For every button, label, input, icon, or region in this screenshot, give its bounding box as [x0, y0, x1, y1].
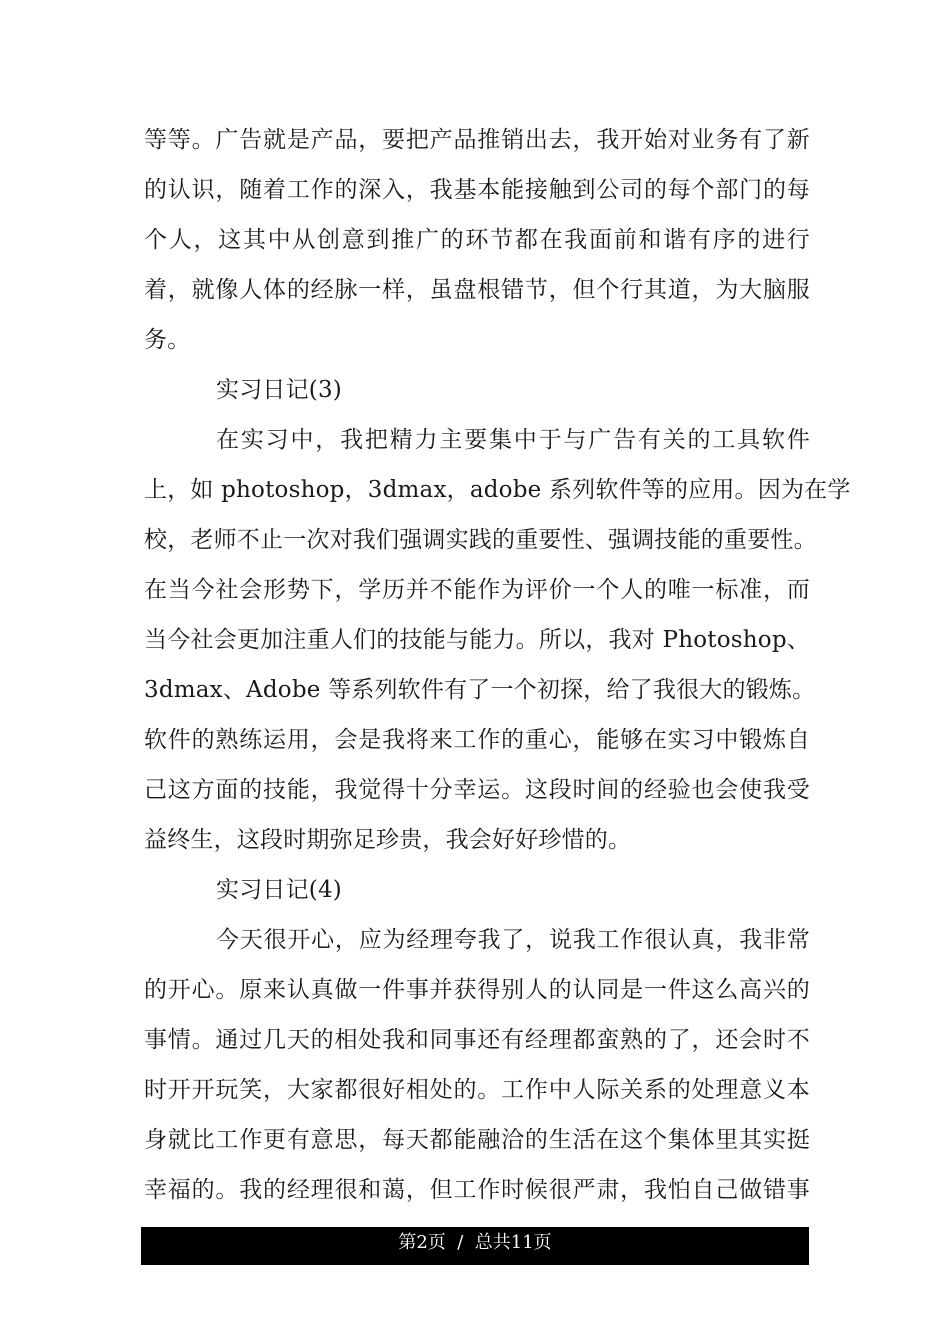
document-body: [144, 115, 851, 1215]
text-line-22: 幸福的。我的经理很和蔼，但工作时候很严肃，我怕自己做错事: [144, 1177, 810, 1203]
text-line-2: 的认识，随着工作的深入，我基本能接触到公司的每个部门的每: [144, 177, 810, 203]
text-line-19: 事情。通过几天的相处我和同事还有经理都蛮熟的了，还会时不: [144, 1027, 810, 1053]
text-line-7: 在实习中，我把精力主要集中于与广告有关的工具软件: [216, 427, 810, 453]
text-line-5: 务。: [144, 327, 191, 353]
section-heading-diary-4: 实习日记(4): [216, 877, 342, 903]
text-line-17: 今天很开心，应为经理夸我了，说我工作很认真，我非常: [216, 927, 810, 953]
page-number-label: 第2页 / 总共11页: [398, 1232, 552, 1253]
text-line-10: 在当今社会形势下，学历并不能作为评价一个人的唯一标准，而: [144, 577, 810, 603]
text-line-1: 等等。广告就是产品，要把产品推销出去，我开始对业务有了新: [144, 127, 810, 153]
text-line-18: 的开心。原来认真做一件事并获得别人的认同是一件这么高兴的: [144, 977, 810, 1003]
text-line-4: 着，就像人体的经脉一样，虽盘根错节，但个行其道，为大脑服: [144, 277, 810, 303]
page-footer-bar: [141, 1227, 809, 1265]
text-line-20: 时开开玩笑，大家都很好相处的。工作中人际关系的处理意义本: [144, 1077, 810, 1103]
text-line-21: 身就比工作更有意思，每天都能融洽的生活在这个集体里其实挺: [144, 1127, 810, 1153]
text-line-8: 上，如 photoshop，3dmax，adobe 系列软件等的应用。因为在学: [144, 477, 851, 503]
text-line-13: 软件的熟练运用，会是我将来工作的重心，能够在实习中锻炼自: [144, 727, 810, 753]
text-line-12: 3dmax、Adobe 等系列软件有了一个初探，给了我很大的锻炼。: [144, 677, 816, 703]
text-line-14: 己这方面的技能，我觉得十分幸运。这段时间的经验也会使我受: [144, 777, 810, 803]
text-line-15: 益终生，这段时期弥足珍贵，我会好好珍惜的。: [144, 827, 632, 853]
section-heading-diary-3: 实习日记(3): [216, 377, 342, 403]
text-line-3: 个人，这其中从创意到推广的环节都在我面前和谐有序的进行: [144, 227, 810, 253]
text-line-11: 当今社会更加注重人们的技能与能力。所以，我对 Photoshop、: [144, 627, 810, 653]
text-line-9: 校，老师不止一次对我们强调实践的重要性、强调技能的重要性。: [144, 527, 817, 553]
